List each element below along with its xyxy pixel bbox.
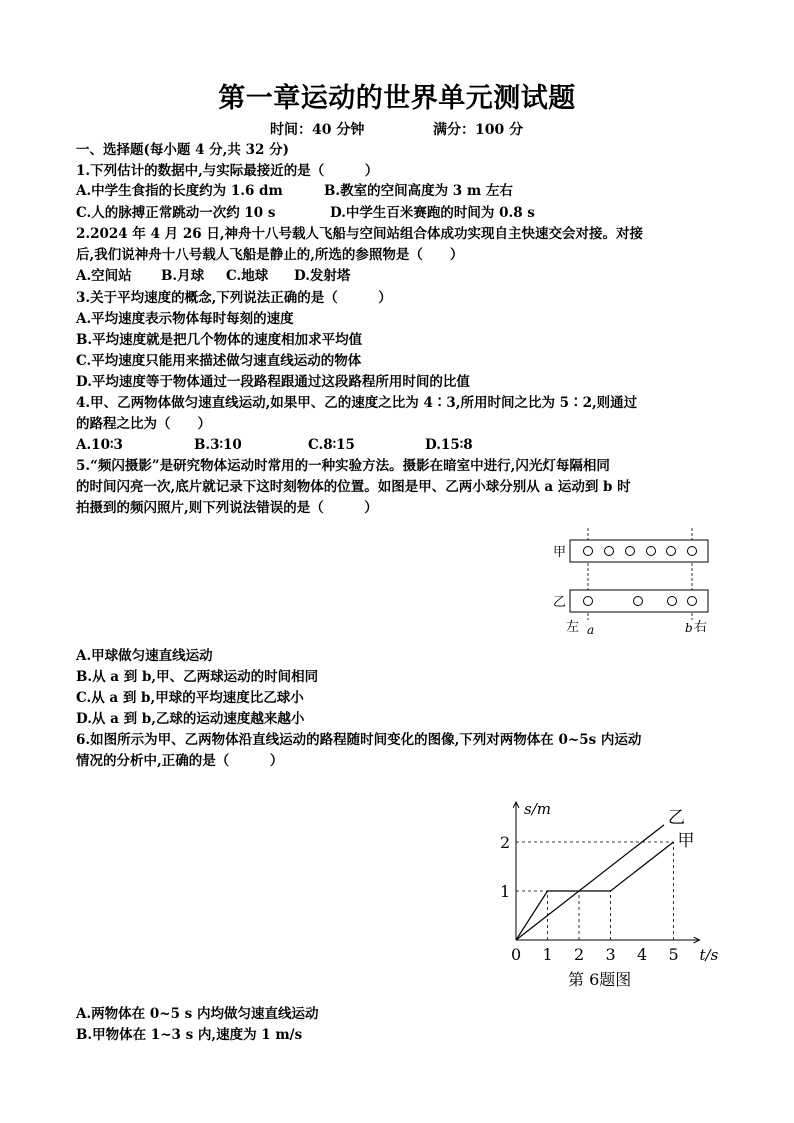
point-b-label: b	[685, 621, 693, 635]
q3-stem: 3.关于平均速度的概念,下列说法正确的是（ ）	[76, 290, 392, 306]
q6-stem-line2: 情况的分析中,正确的是（ ）	[76, 753, 284, 769]
x-axis-label: t/s	[699, 946, 719, 964]
left-label: 左	[566, 620, 580, 635]
q2-option-a: A.空间站	[76, 268, 132, 284]
strobe-photo-figure	[540, 528, 720, 640]
y-tick-label-1: 1	[500, 882, 511, 901]
x-tick-label-4: 4	[637, 945, 648, 964]
series-label-2: 甲	[677, 831, 695, 851]
q5-stem-line1: 5.“频闪摄影”是研究物体运动时常用的一种实验方法。摄影在暗室中进行,闪光灯每隔相同	[76, 458, 610, 474]
exam-score: 满分：100 分	[433, 122, 524, 138]
yi-ball-2	[634, 597, 643, 606]
q6-chart	[490, 780, 730, 1000]
yi-ball-4	[688, 597, 697, 606]
yi-ball-1	[584, 597, 593, 606]
x-tick-label-1: 1	[542, 945, 553, 964]
section-heading: 一、选择题(每小题 4 分,共 32 分)	[76, 142, 289, 158]
q3-option-c: C.平均速度只能用来描述做匀速直线运动的物体	[76, 353, 362, 369]
jia-ball-5	[667, 547, 676, 556]
jia-ball-3	[626, 547, 635, 556]
series-label-1: 乙	[668, 807, 686, 828]
yi-ball-3	[668, 597, 677, 606]
q3-option-d: D.平均速度等于物体通过一段路程跟通过这段路程所用时间的比值	[76, 374, 470, 390]
q3-option-b: B.平均速度就是把几个物体的速度相加求平均值	[76, 332, 363, 348]
q6-option-a: A.两物体在 0~5 s 内均做匀速直线运动	[76, 1006, 319, 1022]
series-line-2	[516, 842, 674, 940]
page-title: 第一章运动的世界单元测试题	[218, 83, 576, 114]
jia-ball-2	[605, 547, 614, 556]
q1-stem: 1.下列估计的数据中,与实际最接近的是（ ）	[76, 163, 379, 179]
q2-option-b: B.月球	[161, 268, 205, 284]
q2-option-d: D.发射塔	[294, 268, 351, 284]
q4-option-b: B.3∶10	[194, 437, 242, 453]
jia-label: 甲	[553, 545, 567, 560]
q5-option-c: C.从 a 到 b,甲球的平均速度比乙球小	[76, 690, 304, 706]
x-tick-label-2: 2	[574, 945, 585, 964]
jia-ball-6	[688, 547, 697, 556]
q4-stem-line2: 的路程之比为（ ）	[76, 416, 211, 432]
exam-time: 时间：40 分钟	[270, 122, 365, 138]
q6-stem-line1: 6.如图所示为甲、乙两物体沿直线运动的路程随时间变化的图像,下列对两物体在 0~5s 内运动	[76, 732, 642, 748]
y-axis-label: s/m	[524, 800, 551, 818]
q4-option-a: A.10∶3	[76, 437, 123, 453]
q4-option-d: D.15∶8	[425, 437, 473, 453]
jia-ball-4	[647, 547, 656, 556]
q1-option-a: A.中学生食指的长度约为 1.6 dm	[76, 183, 283, 199]
q3-option-a: A.平均速度表示物体每时每刻的速度	[76, 311, 294, 327]
q2-option-c: C.地球	[226, 268, 269, 284]
q2-stem-line1: 2.2024 年 4 月 26 日,神舟十八号载人飞船与空间站组合体成功实现自主快速交会对接。对接	[76, 226, 644, 242]
chart-caption: 第 6题图	[568, 970, 632, 989]
jia-ball-1	[584, 547, 593, 556]
q4-option-c: C.8∶15	[308, 437, 355, 453]
q1-option-c: C.人的脉搏正常跳动一次约 10 s	[76, 205, 276, 221]
q2-stem-line2: 后,我们说神舟十八号载人飞船是静止的,所选的参照物是（ ）	[76, 247, 464, 263]
x-tick-label-5: 5	[668, 945, 679, 964]
x-tick-label-3: 3	[605, 945, 616, 964]
q5-option-b: B.从 a 到 b,甲、乙两球运动的时间相同	[76, 669, 319, 685]
point-a-label: a	[587, 623, 595, 637]
yi-label: 乙	[553, 595, 567, 610]
x-tick-label-0: 0	[511, 945, 522, 964]
q4-stem-line1: 4.甲、乙两物体做匀速直线运动,如果甲、乙的速度之比为 4∶3,所用时间之比为 5∶2,则通过	[76, 395, 638, 411]
q5-stem-line3: 拍摄到的频闪照片,则下列说法错误的是（ ）	[76, 500, 378, 516]
q1-option-d: D.中学生百米赛跑的时间为 0.8 s	[330, 205, 535, 221]
q1-option-b: B.教室的空间高度为 3 m 左右	[324, 183, 513, 199]
q5-option-a: A.甲球做匀速直线运动	[76, 648, 213, 664]
q5-option-d: D.从 a 到 b,乙球的运动速度越来越小	[76, 711, 305, 727]
right-label: 右	[694, 620, 708, 635]
q5-stem-line2: 的时间闪亮一次,底片就记录下这时刻物体的位置。如图是甲、乙两小球分别从 a 运动到 b 时	[76, 479, 631, 495]
q6-option-b: B.甲物体在 1~3 s 内,速度为 1 m/s	[76, 1027, 303, 1043]
y-tick-label-2: 2	[500, 833, 511, 852]
